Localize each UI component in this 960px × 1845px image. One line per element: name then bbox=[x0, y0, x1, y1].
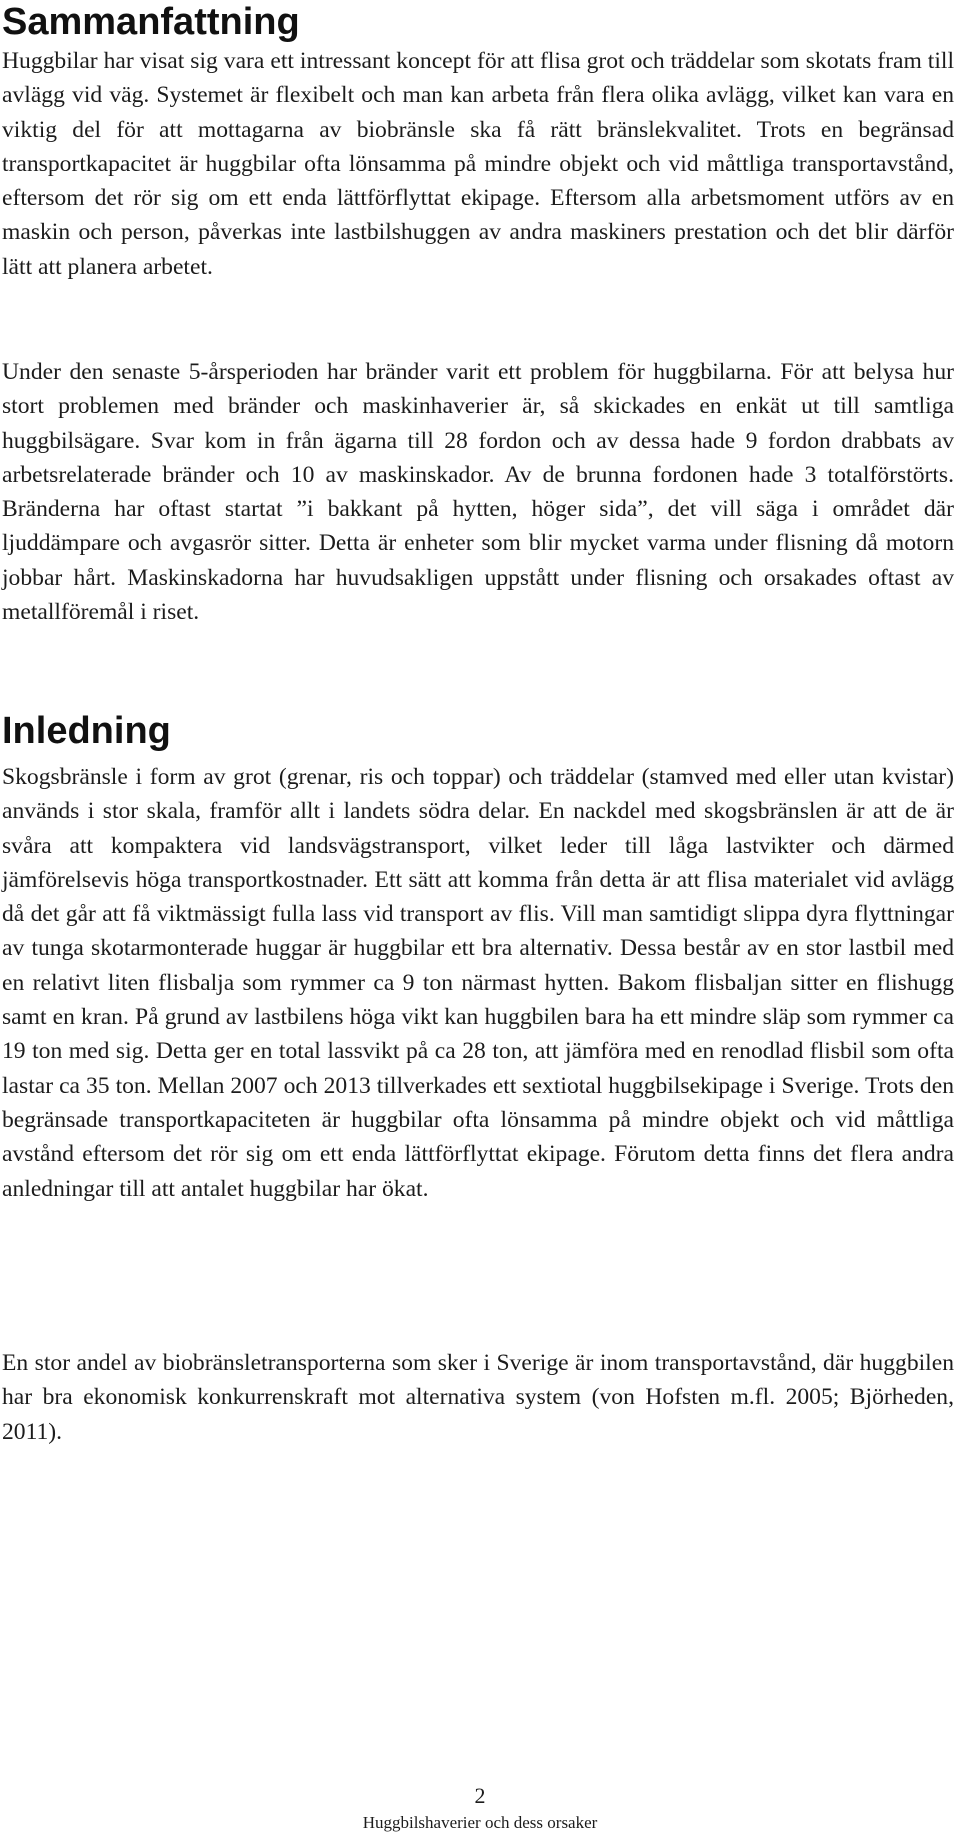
intro-paragraph: En stor andel av biobränsletransporterna som sker i Sverige är inom transportavstånd, där huggbilen har bra ekonomisk konkurrenskraft mot alternativa system (von Hofsten m.fl. 2005; Björheden, 2011). bbox=[2, 1350, 954, 1445]
page-number: 2 bbox=[474, 1783, 486, 1808]
summary-paragraph: Under den senaste 5-årsperioden har bränder varit ett problem för huggbilarna. För att belysa hur stort problemen med bränder och maskinhaverier är, så skickades en enkät ut till samtliga huggbilsägare. Svar kom in från ägarna till 28 fordon och av dessa hade 9 fordon drabbats av arbetsrelaterade bränder och 10 av maskinskador. Av de brunna fordonen hade 3 totalförstörts. Bränderna har oftast startat ”i bakkant på hytten, höger sida”, det vill säga i området där ljuddämpare och avgasrör sitter. Detta är enheter som blir mycket varma under flisning då motorn jobbar hårt. Maskinskadorna har huvudsakligen uppstått under flisning och orsakades oftast av metallföremål i riset. bbox=[2, 359, 954, 626]
section-heading-summary: Sammanfattning bbox=[2, 1, 300, 43]
section-heading-intro: Inledning bbox=[2, 710, 171, 752]
footer-title: Huggbilshaverier och dess orsaker bbox=[362, 1813, 598, 1832]
summary-paragraph: Huggbilar har visat sig vara ett intressant koncept för att flisa grot och träddelar som skotats fram till avlägg vid väg. Systemet är flexibelt och man kan arbeta från flera olika avlägg, vilket kan vara en viktig del för att mottagarna av biobränsle ska få rätt bränslekvalitet. Trots en begränsad transportkapacitet är huggbilar ofta lönsamma på mindre objekt och vid måttliga transportavstånd, eftersom det rör sig om ett enda lättförflyttat ekipage. Eftersom alla arbetsmoment utförs av en maskin och person, påverkas inte lastbilshuggen av andra maskiners prestation och det blir därför lätt att planera arbetet. bbox=[2, 48, 954, 280]
intro-paragraph: Skogsbränsle i form av grot (grenar, ris och toppar) och träddelar (stamved med eller utan kvistar) används i stor skala, framför allt i landets södra delar. En nackdel med skogsbränslen är att de är svåra att kompaktera vid landsvägstransport, vilket leder till låga lastvikter och därmed jämförelsevis höga transportkostnader. Ett sätt att komma från detta är att flisa materialet vid avlägg då det går att få viktmässigt fulla lass vid transport av flis. Vill man samtidigt slippa dyra flyttningar av tunga skotarmonterade huggar är huggbilar ett bra alternativ. Dessa består av en stor lastbil med en relativt liten flisbalja som rymmer ca 9 ton närmast hytten. Bakom flisbaljan sitter en flishugg samt en kran. På grund av lastbilens höga vikt kan huggbilen bara ha ett mindre släp som rymmer ca 19 ton med sig. Detta ger en total lassvikt på ca 28 ton, att jämföra med en renodlad flisbil som ofta lastar ca 35 ton. Mellan 2007 och 2013 tillverkades ett sextiotal huggbilsekipage i Sverige. Trots den begränsade transportkapaciteten är huggbilar ofta lönsamma på mindre objekt och vid måttliga avstånd eftersom det rör sig om ett enda lättförflyttat ekipage. Förutom detta finns det flera andra anledningar till att antalet huggbilar har ökat. bbox=[2, 764, 954, 1202]
